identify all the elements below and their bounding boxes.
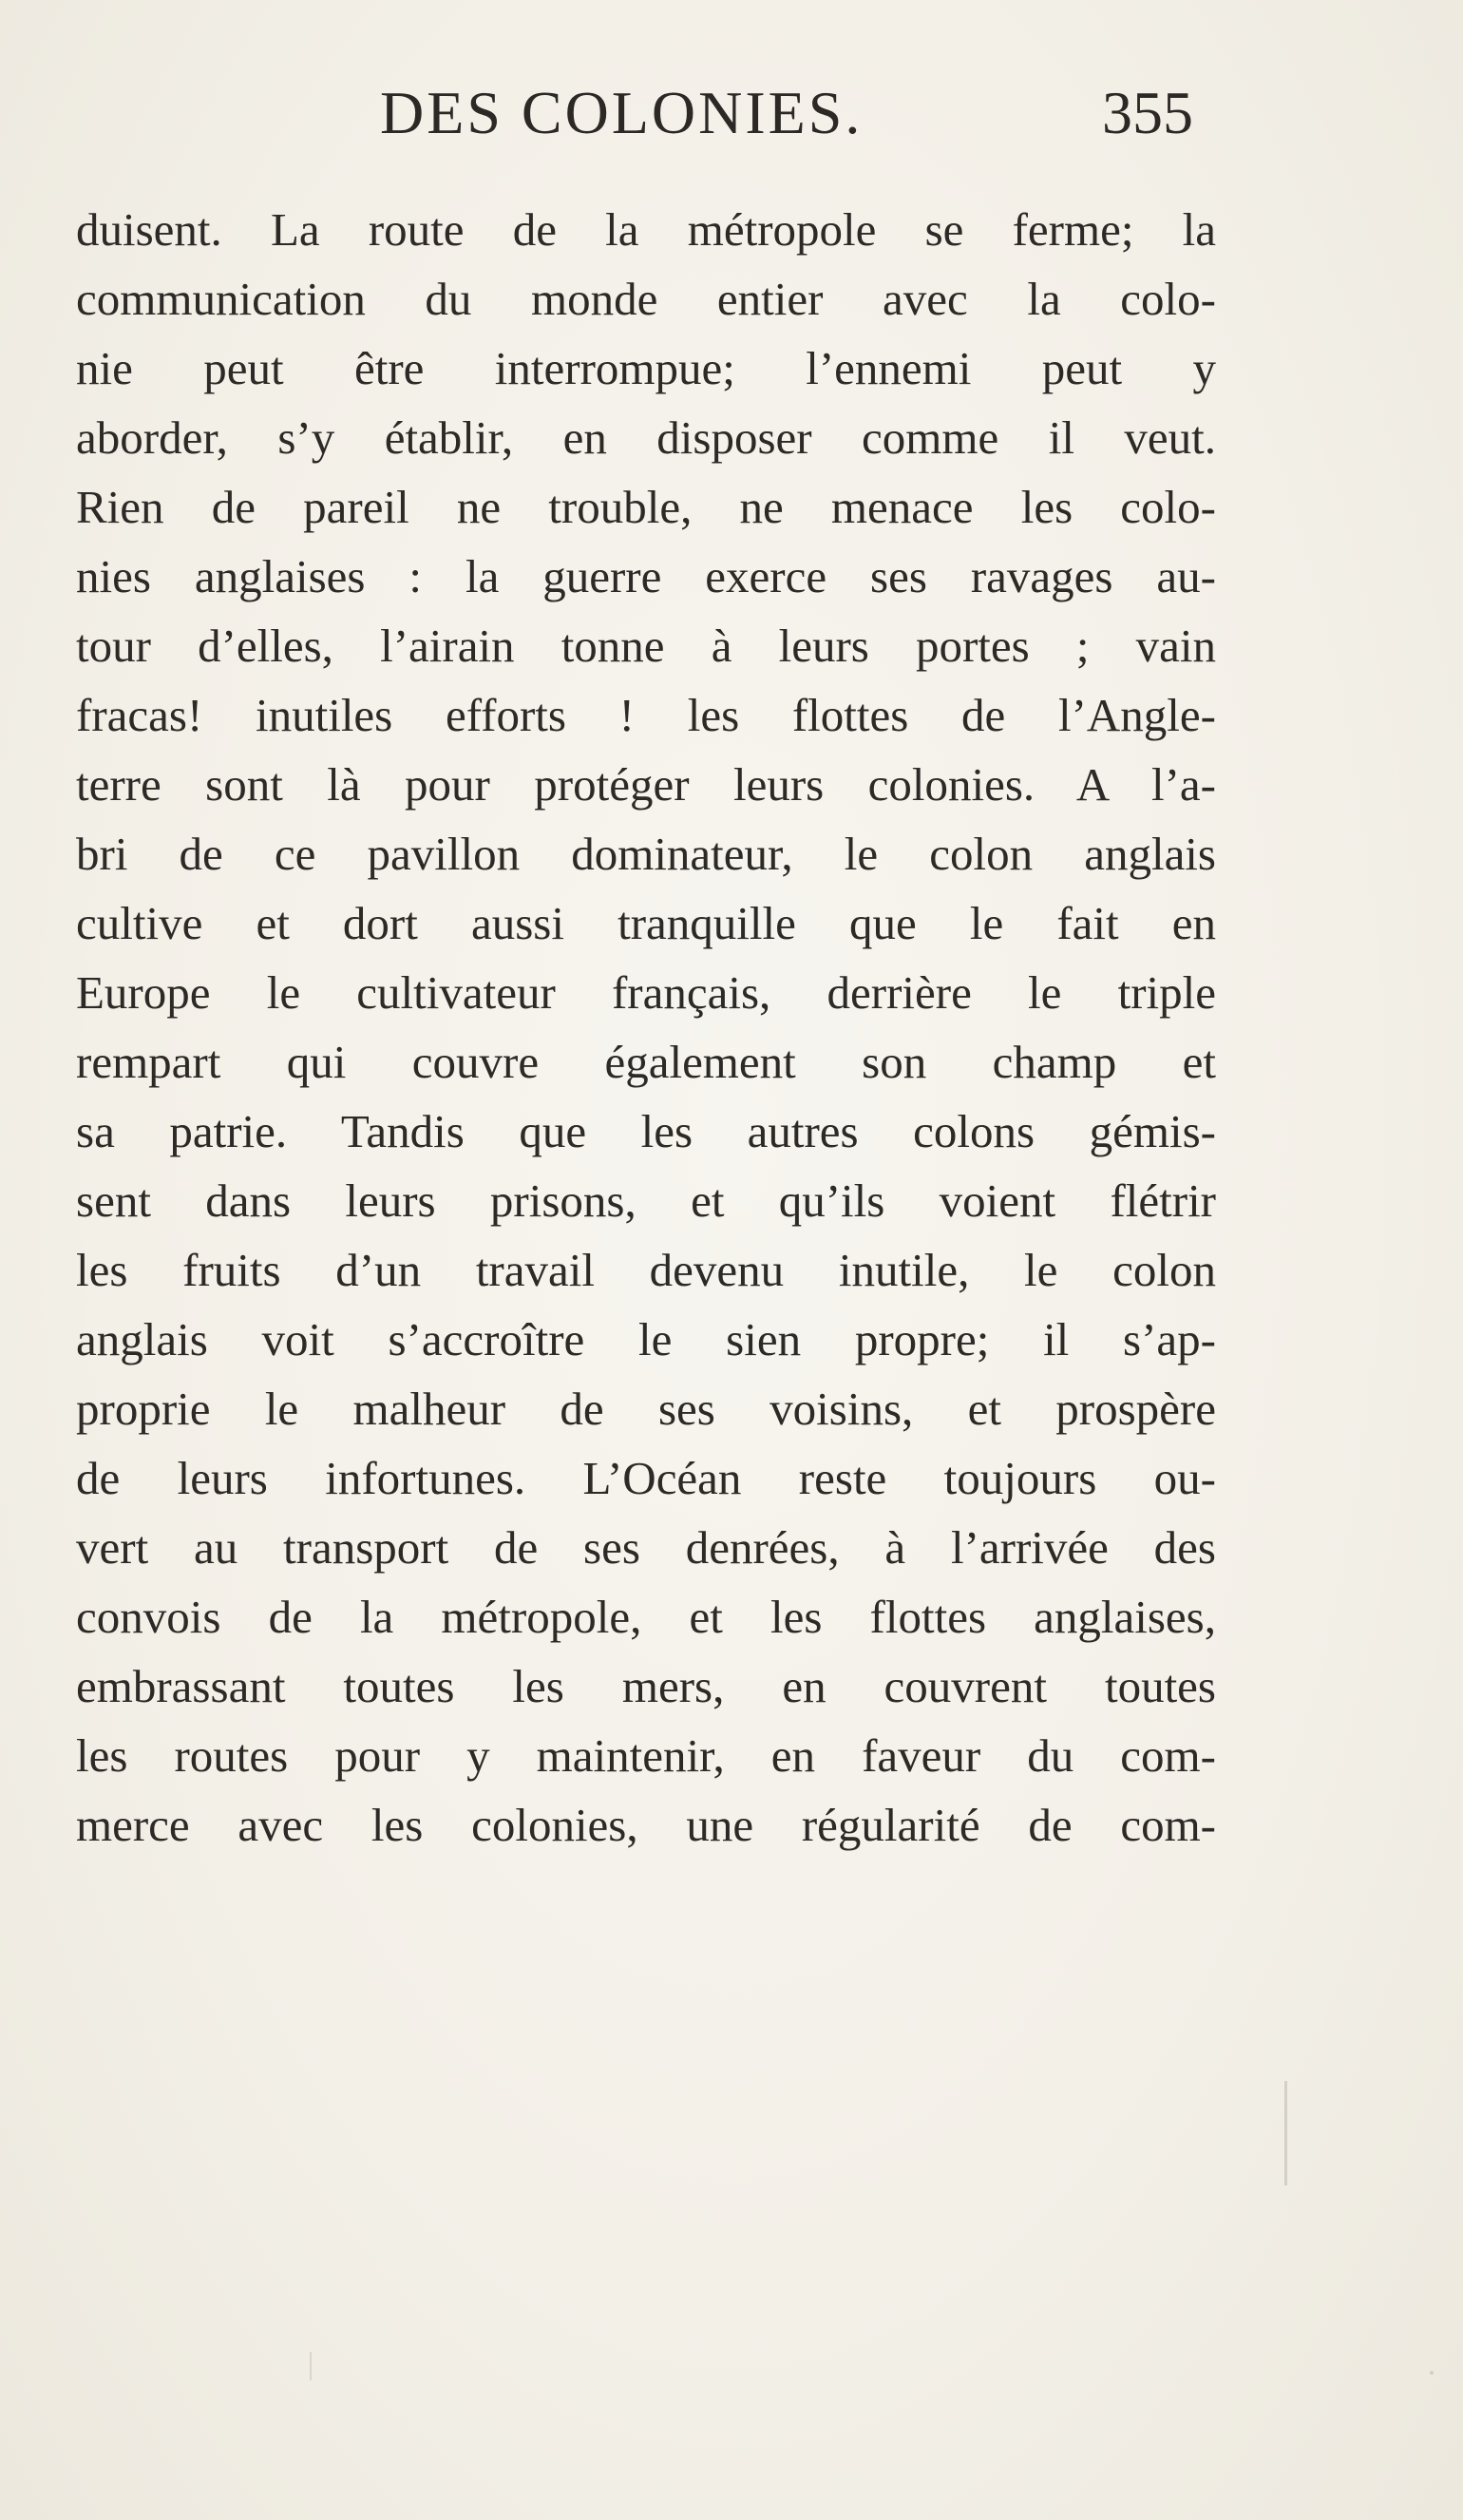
paper-mark: [310, 2352, 312, 2380]
text-line: Rien de pareil ne trouble, ne menace les colo-: [76, 481, 1216, 533]
text-line: rempart qui couvre également son champ et: [76, 1036, 1216, 1088]
paper-mark: [1284, 2081, 1287, 2186]
text-line: anglais voit s’accroître le sien propre; il s’ap-: [76, 1313, 1216, 1365]
paper-mark: [1430, 2371, 1434, 2375]
text-line: fracas! inutiles efforts ! les flottes de l’Angle-: [76, 689, 1216, 741]
text-line: proprie le malheur de ses voisins, et prospère: [76, 1383, 1216, 1435]
page-number: 355: [1102, 79, 1193, 146]
text-line: aborder, s’y établir, en disposer comme il veut.: [76, 411, 1216, 464]
running-head: [0, 78, 1463, 154]
text-line: terre sont là pour protéger leurs colonies. A l’a-: [76, 758, 1216, 811]
text-line: de leurs infortunes. L’Océan reste toujours ou-: [76, 1452, 1216, 1504]
text-line: sent dans leurs prisons, et qu’ils voient flétrir: [76, 1174, 1216, 1227]
body-text: [76, 195, 1216, 1860]
text-line: embrassant toutes les mers, en couvrent toutes: [76, 1660, 1216, 1712]
text-line: sa patrie. Tandis que les autres colons gémis-: [76, 1105, 1216, 1157]
text-line: merce avec les colonies, une régularité de com-: [76, 1799, 1216, 1851]
text-line: tour d’elles, l’airain tonne à leurs portes ; vain: [76, 620, 1216, 672]
text-line: convois de la métropole, et les flottes anglaises,: [76, 1591, 1216, 1643]
text-line: nies anglaises : la guerre exerce ses ravages au-: [76, 550, 1216, 602]
text-line: bri de ce pavillon dominateur, le colon anglais: [76, 828, 1216, 880]
text-line: cultive et dort aussi tranquille que le fait en: [76, 897, 1216, 949]
text-line: les routes pour y maintenir, en faveur du com-: [76, 1729, 1216, 1782]
text-line: les fruits d’un travail devenu inutile, le colon: [76, 1244, 1216, 1296]
text-line: vert au transport de ses denrées, à l’arrivée des: [76, 1521, 1216, 1574]
text-line: duisent. La route de la métropole se ferme; la: [76, 203, 1216, 256]
text-line: nie peut être interrompue; l’ennemi peut y: [76, 342, 1216, 394]
running-title: DES COLONIES.: [380, 79, 864, 146]
text-line: communication du monde entier avec la colo-: [76, 273, 1216, 325]
text-line: Europe le cultivateur français, derrière le triple: [76, 966, 1216, 1019]
